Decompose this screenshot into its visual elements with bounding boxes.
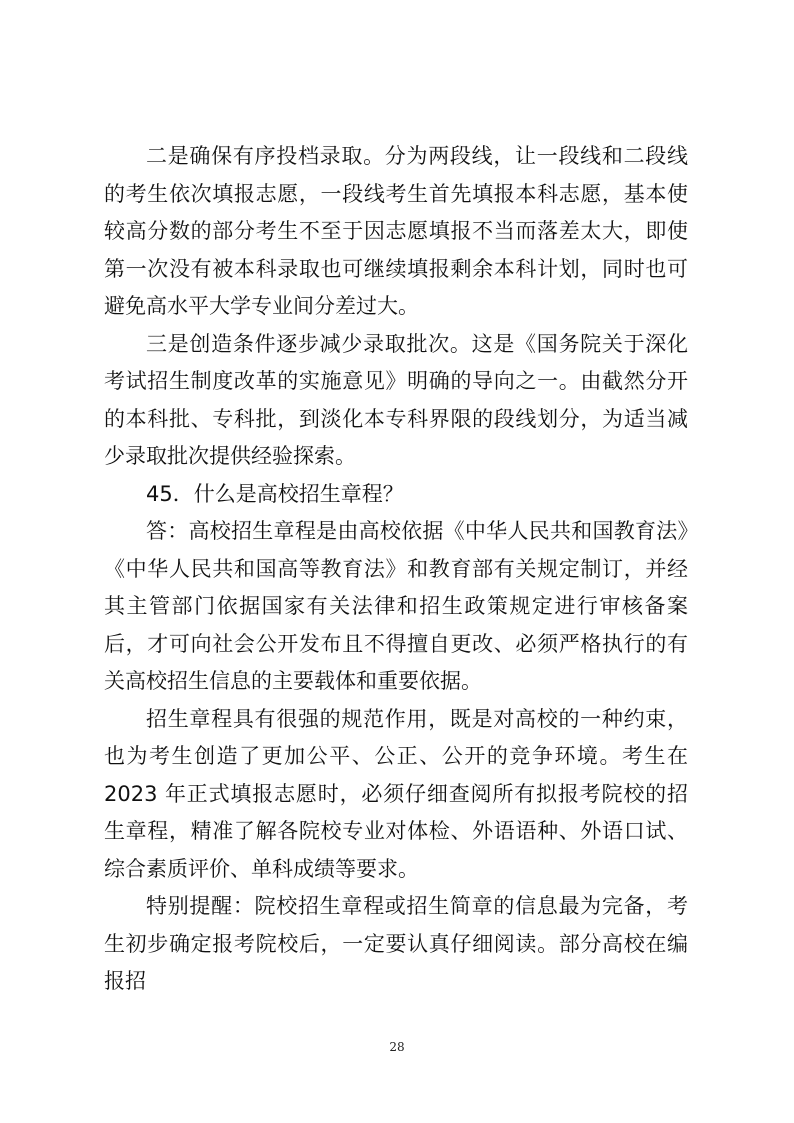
paragraph-admission-lines: 二是确保有序投档录取。分为两段线，让一段线和二段线的考生依次填报志愿，一段线考生首先填报本科志愿，基本使较高分数的部分考生不至于因志愿填报不当而落差太大，即使第一次没有被本科录取也可继续填报剩余本科计划，同时也可避免高水平大学专业间分差过大。 [104,144,688,318]
paragraph-reduce-batches: 三是创造条件逐步减少录取批次。这是《国务院关于深化考试招生制度改革的实施意见》明确的导向之一。由截然分开的本科批、专科批，到淡化本专科界限的段线划分，为适当减少录取批次提供经验探索。 [104,331,688,468]
paragraph-charter-role: 招生章程具有很强的规范作用，既是对高校的一种约束，也为考生创造了更加公平、公正、公开的竞争环境。考生在 2023 年正式填报志愿时，必须仔细查阅所有拟报考院校的招生章程，精准了解各院校专业对体检、外语语种、外语口试、综合素质评价、单科成绩等要求。 [104,706,688,881]
paragraph-answer: 答：高校招生章程是由高校依据《中华人民共和国教育法》《中华人民共和国高等教育法》和教育部有关规定制订，并经其主管部门依据国家有关法律和招生政策规定进行审核备案后，才可向社会公开发布且不得擅自更改、必须严格执行的有关高校招生信息的主要载体和重要依据。 [104,519,688,693]
page-number: 28 [389,1040,405,1054]
paragraph-reminder: 特别提醒：院校招生章程或招生简章的信息最为完备，考生初步确定报考院校后，一定要认真仔细阅读。部分高校在编报招 [104,894,688,993]
body-text [104,138,688,1001]
question-heading: 45．什么是高校招生章程？ [146,481,404,506]
